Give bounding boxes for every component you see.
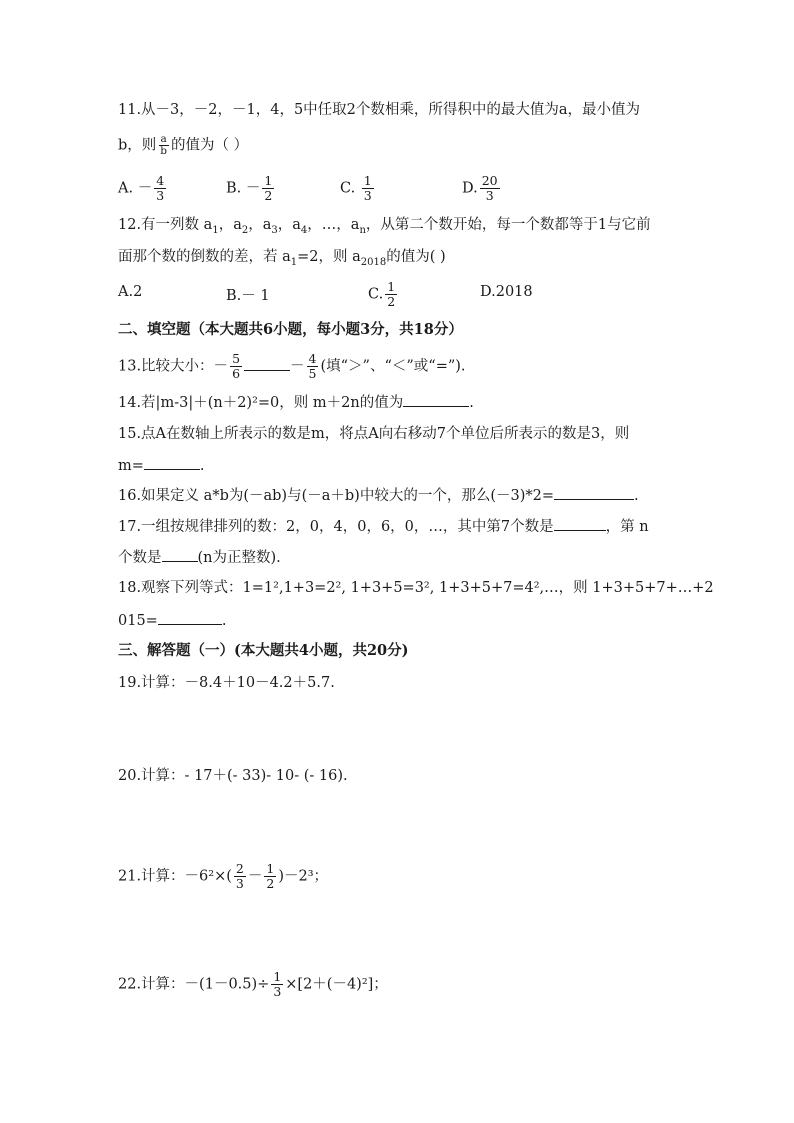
q21-text: 21.计算：－6²×( [118,868,232,885]
q22-fraction [271,970,283,999]
q17-answer-blank-2 [162,547,198,562]
fraction-denominator: 2 [266,876,275,891]
fraction-numerator: 2 [235,861,244,876]
q21-text: )－2³； [278,868,329,885]
q14-text: 14.若|m-3|＋(n＋2)²=0，则 m＋2n的值为 [118,395,404,411]
q13-text: (填“＞”、“＜”或“=”). [320,358,466,375]
q21-line [118,862,328,891]
q12-text: =2，则 a [297,249,361,265]
q11-option-b [226,174,276,203]
subscript: 1 [290,256,298,268]
minus-sign: － [245,180,261,197]
q18-line2 [118,610,226,631]
option-fraction [154,174,166,203]
fraction-numerator: 1 [266,861,275,876]
q21-fraction-2 [264,862,276,891]
q15-line1: 15.点A在数轴上所表示的数是m，将点A向右移动7个单位后所表示的数是3，则 [118,426,630,442]
subscript: 2018 [360,256,387,268]
q19-line: 19.计算：－8.4＋10－4.2＋5.7. [118,675,335,691]
q12-text: 面那个数的倒数的差，若 a [118,249,291,265]
q17-line1 [118,516,649,537]
q18-text: 015= [118,613,158,629]
q17-answer-blank-1 [554,516,606,531]
q18-line1: 18.观察下列等式：1=1²,1+3=2², 1+3+5=3², 1+3+5+7=4²,…，则 1+3+5+7+…+2 [118,580,714,596]
q11-line1: 11.从－3，－2，－1，4，5中任取2个数相乘，所得积中的最大值为a，最小值为 [118,102,641,118]
option-fraction [362,174,374,203]
q20-line: 20.计算：- 17＋(- 33)- 10- (- 16). [118,768,348,784]
fraction-denominator: 3 [156,188,165,203]
q22-text: ×[2＋(－4)²]； [285,976,388,993]
q16-text: . [634,488,639,504]
subscript: 4 [300,224,308,236]
minus-sign: － [290,358,305,375]
q17-text: (n为正整数). [197,550,281,566]
q15-text: m= [118,458,144,474]
fraction-denominator: b [160,145,168,157]
fraction-denominator: 3 [273,984,282,999]
fraction-numerator: 20 [481,173,498,188]
fraction-numerator: a [160,133,167,145]
q12-text: 的值为( ) [386,249,446,265]
q12-option-d: D.2018 [480,284,533,300]
q17-text: 个数是 [118,550,162,566]
fraction-numerator: 1 [363,173,372,188]
fraction-numerator: 1 [264,173,273,188]
q16-line [118,485,639,506]
fraction-numerator: 5 [232,351,241,366]
subscript: 1 [212,224,219,236]
q11-option-d [462,174,502,203]
minus-sign: － [247,868,263,885]
q17-text: ，第 n [605,519,649,535]
q12-text: ，a [218,217,242,233]
minus-sign: － [137,180,153,197]
fraction-denominator: 3 [235,876,244,891]
option-fraction [480,174,500,203]
section-3-heading: 三、解答题（一）(本大题共4小题，共20分) [118,642,409,659]
q12-text: ，从第二个数开始，每一个数都等于1与它前 [365,217,651,233]
q14-answer-blank [403,392,469,407]
option-fraction [385,280,397,309]
q22-line [118,970,388,999]
q14-text: . [469,395,474,411]
fraction-denominator: 3 [485,188,494,203]
q12-text: ，a [277,217,301,233]
option-label: B. [226,180,242,197]
option-label: C. [340,180,356,197]
q17-text: 17.一组按规律排列的数：2，0，4，0，6，0，…，其中第7个数是 [118,519,554,535]
option-fraction [262,174,274,203]
q12-line1 [118,215,651,241]
q12-line2 [118,247,446,273]
option-label: C. [368,286,384,303]
fraction-numerator: 4 [308,351,317,366]
fraction-numerator: 4 [156,173,165,188]
q18-answer-blank [158,610,222,625]
q15-answer-blank [144,455,200,470]
q13-text: 13.比较大小：－ [118,358,229,375]
q17-line2 [118,547,281,568]
q11-text-pre: b，则 [118,137,157,154]
q15-text: . [199,458,205,474]
q11-line2 [118,134,248,157]
q12-option-c [368,280,399,309]
q15-line2 [118,455,205,476]
q16-text: 16.如果定义 a*b为(－ab)与(－a＋b)中较大的一个，那么(－3)*2= [118,488,554,504]
q13-line [118,352,466,381]
q12-text: 12.有一列数 a [118,217,213,233]
q12-option-b: B.－ 1 [226,288,270,304]
fraction-denominator: 6 [232,366,241,381]
q11-option-c [340,174,376,203]
q14-line [118,392,474,413]
section-2-heading: 二、填空题（本大题共6小题，每小题3分，共18分） [118,321,463,338]
fraction-numerator: 1 [273,969,282,984]
q12-option-a: A.2 [118,284,143,300]
fraction-denominator: 3 [363,188,372,203]
q21-fraction-1 [234,862,246,891]
q11-fraction-a-over-b [158,134,169,157]
option-label: D. [462,180,478,197]
q13-fraction-1 [230,352,242,381]
subscript: n [359,224,366,236]
q11-text-post: 的值为（ ） [171,137,249,154]
q13-answer-blank [244,356,290,371]
q18-text: . [221,613,227,629]
q12-text: ，a [248,217,272,233]
subscript: 2 [241,224,249,236]
fraction-denominator: 5 [308,366,317,381]
option-label: A. [118,180,134,197]
q22-text: 22.计算：－(1－0.5)÷ [118,976,270,993]
q12-text: ，…，a [307,217,360,233]
subscript: 3 [271,224,278,236]
q16-answer-blank [554,485,634,500]
q11-option-a [118,174,168,203]
fraction-numerator: 1 [387,279,396,294]
q13-fraction-2 [307,352,319,381]
fraction-denominator: 2 [264,188,273,203]
fraction-denominator: 2 [387,294,396,309]
